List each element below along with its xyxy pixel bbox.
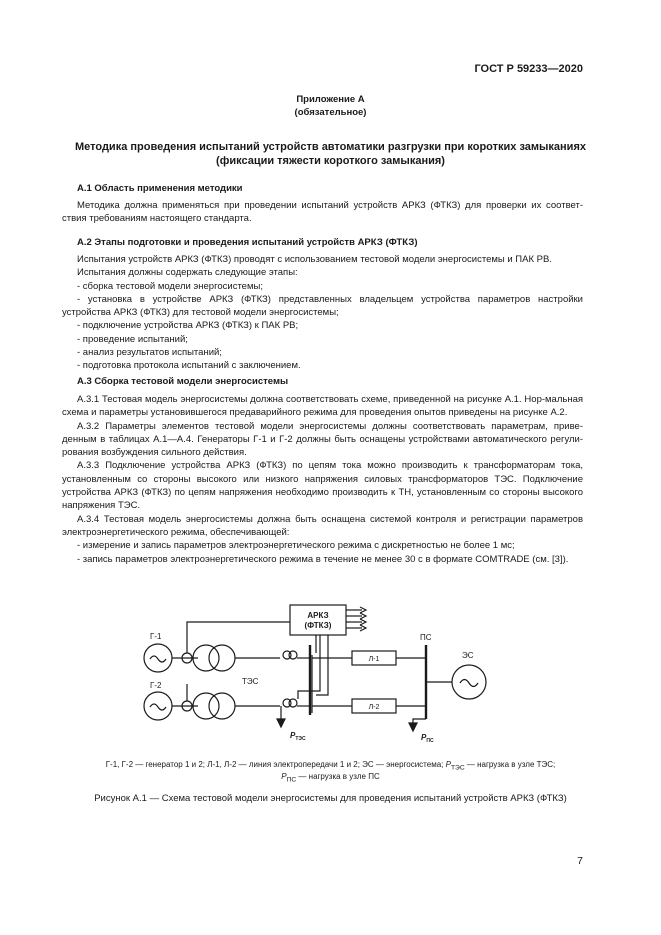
generator-g1-label: Г-1 xyxy=(150,632,162,641)
list-item: - запись параметров электроэнергетического режима в течение не менее 30 с в формате COMTRADE (см. [3]). xyxy=(77,553,569,565)
list-item: - сборка тестовой модели энергосистемы; xyxy=(77,280,263,292)
section-heading-a1: А.1 Область применения методики xyxy=(77,183,243,194)
power-system-diagram xyxy=(130,595,530,750)
list-item: - анализ результатов испытаний; xyxy=(77,347,222,359)
list-item: - проведение испытаний; xyxy=(77,333,188,345)
legend-subscript: ПС xyxy=(286,776,297,784)
list-item: - подготовка протокола испытаний с заключением. xyxy=(77,360,301,372)
list-item: - подключение устройства АРКЗ (ФТКЗ) к ПАК РВ; xyxy=(77,320,299,332)
section-a1-body xyxy=(62,199,583,226)
load-tes-label: $P_{ТЭС}$ xyxy=(290,731,306,742)
tes-label: ТЭС xyxy=(242,677,259,686)
arkz-device-box xyxy=(290,605,346,635)
paragraph: А.3.1 Тестовая модель энергосистемы должна соответствовать схеме, приведенной на рисунке А.1. Нор-мальная схема и параметры установившегося предаварийного режима для проведения опытов приведены на рисунке А.2. xyxy=(62,394,583,419)
sine-icon xyxy=(460,680,478,687)
section-a3-body xyxy=(62,393,583,566)
load-arrow-icon xyxy=(277,719,285,727)
load-ps-label: $P_{ПС}$ xyxy=(421,733,434,744)
page-number: 7 xyxy=(577,855,583,867)
paragraph: А.3.4 Тестовая модель энергосистемы должна быть оснащена системой контроля и регистрации параметров электроэнергетического режима, обеспечивающей: xyxy=(62,513,583,538)
list-item: - установка в устройстве АРКЗ (ФТКЗ) представленных владельцем устройства параметров настройки устройства АРКЗ (ФТКЗ) для тестовой модели энергосистемы; xyxy=(62,293,583,319)
ps-label: ПС xyxy=(420,633,432,642)
annex-title-line1: Методика проведения испытаний устройств автоматики разгрузки при коротких замыканиях xyxy=(75,141,586,153)
paragraph: Испытания устройств АРКЗ (ФТКЗ) проводят с использованием тестовой модели энергосистемы и ПАК РВ. xyxy=(77,254,552,265)
legend-subscript: ТЭС xyxy=(450,764,465,772)
generator-g2-label: Г-2 xyxy=(150,681,162,690)
list-item: - измерение и запись параметров электроэнергетического режима с дискретностью не более 1 мс; xyxy=(77,540,515,552)
annex-title-line2: (фиксации тяжести короткого замыкания) xyxy=(216,155,445,167)
sine-icon xyxy=(150,704,166,710)
paragraph: Методика должна применяться при проведении испытаний устройств АРКЗ (ФТКЗ) для проверки их соответ-ствия требованиям настоящего стандарта. xyxy=(62,200,583,225)
paragraph: А.3.2 Параметры элементов тестовой модели энергосистемы должны соответствовать параметрам, приве-денным в таблицах А.1—А.4. Генераторы Г-1 и Г-2 должны быть оснащены устройствами автоматического регули-рования возбуждения сильного действия. xyxy=(62,420,583,459)
paragraph: А.3.3 Подключение устройства АРКЗ (ФТКЗ) по цепям тока можно производить к трансформаторам тока, установленным со стороны высокого или низкого напряжения силовых трансформаторов ТЭС. Подключение устройства АРКЗ (ФТКЗ) по цепям напряжения необходимо производить к ТН, установленным со стороны высокого напряжения ТЭС. xyxy=(62,460,583,512)
section-heading-a2: А.2 Этапы подготовки и проведения испытаний устройств АРКЗ (ФТКЗ) xyxy=(77,237,418,248)
device-label-line1: АРКЗ xyxy=(307,611,329,620)
line-l2-label: Л-2 xyxy=(368,704,380,711)
section-heading-a3: А.3 Сборка тестовой модели энергосистемы xyxy=(77,376,289,387)
transformer-2-winding-b xyxy=(209,693,235,719)
document-code: ГОСТ Р 59233—2020 xyxy=(474,63,583,75)
legend-symbol: P xyxy=(281,772,287,781)
legend-text: Г-1, Г-2 — генератор 1 и 2; Л-1, Л-2 — линия электропередачи 1 и 2; ЭС — энергосистема; xyxy=(105,760,444,769)
transformer-1-winding-b xyxy=(209,645,235,671)
es-label: ЭС xyxy=(462,651,474,660)
load-arrow-icon xyxy=(409,723,417,731)
section-a2-body xyxy=(62,253,583,373)
sine-icon xyxy=(150,656,166,662)
figure-caption: Рисунок А.1 — Схема тестовой модели энергосистемы для проведения испытаний устройств АРКЗ (ФТКЗ) xyxy=(94,793,567,804)
line-l1-label: Л-1 xyxy=(368,656,380,663)
legend-text: — нагрузка в узле ПС xyxy=(296,772,380,781)
annex-status: (обязательное) xyxy=(294,107,367,118)
annex-label: Приложение А xyxy=(296,94,365,105)
legend-text: — нагрузка в узле ТЭС; xyxy=(464,760,556,769)
paragraph: Испытания должны содержать следующие этапы: xyxy=(77,267,298,279)
figure-legend-line2 xyxy=(0,771,661,787)
device-label-line2: (ФТКЗ) xyxy=(304,621,332,630)
legend-symbol: P xyxy=(445,760,451,769)
